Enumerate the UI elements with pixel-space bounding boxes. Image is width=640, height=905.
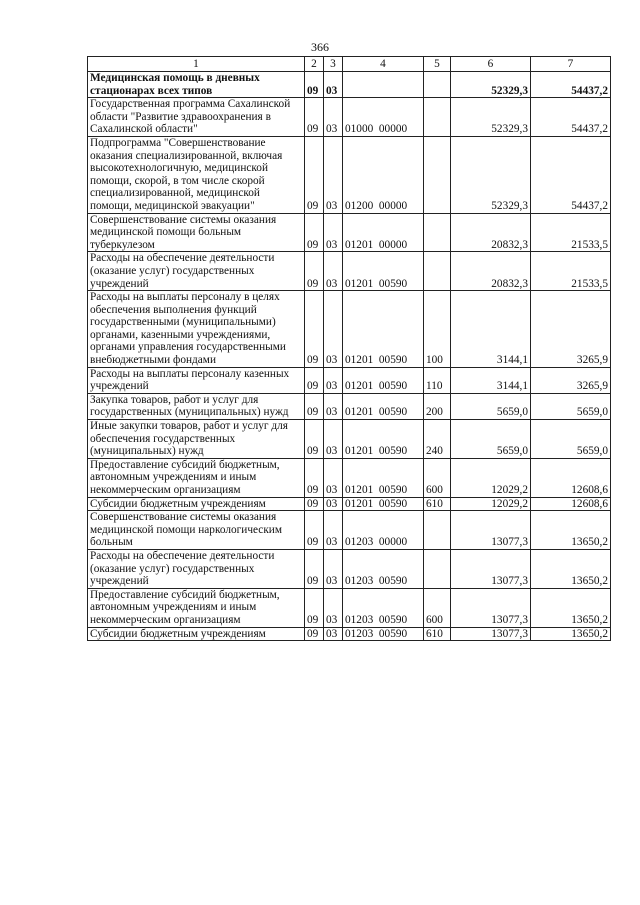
row-name: Подпрограмма "Совершенствование оказания специализированной, включая высокотехнологичную, медицинской помощи, скорой, в том числе скорой специализированной, медицинской помощи, медицинской эвакуации" [88, 136, 305, 213]
row-expense-type [424, 511, 451, 550]
row-expense-type: 200 [424, 393, 451, 419]
table-row [88, 511, 611, 550]
row-value-col7: 13650,2 [531, 588, 611, 627]
row-value-col7: 13650,2 [531, 549, 611, 588]
row-section: 09 [305, 549, 324, 588]
row-value-col7: 12608,6 [531, 497, 611, 511]
row-subsection: 03 [324, 291, 343, 368]
row-expense-type: 100 [424, 291, 451, 368]
row-expense-type [424, 72, 451, 98]
row-expense-type [424, 549, 451, 588]
header-col-2: 2 [305, 57, 324, 72]
row-expense-type [424, 213, 451, 252]
row-target-code: 01000 00000 [343, 98, 424, 137]
row-section: 09 [305, 511, 324, 550]
row-subsection: 03 [324, 627, 343, 641]
row-subsection: 03 [324, 213, 343, 252]
row-value-col6: 13077,3 [451, 549, 531, 588]
table-row [88, 98, 611, 137]
row-target-code [343, 72, 424, 98]
row-name: Расходы на выплаты персоналу казенных учреждений [88, 367, 305, 393]
row-value-col7: 3265,9 [531, 367, 611, 393]
row-subsection: 03 [324, 588, 343, 627]
row-name: Субсидии бюджетным учреждениям [88, 627, 305, 641]
table-row [88, 497, 611, 511]
page-number: 366 [311, 40, 329, 54]
row-value-col6: 3144,1 [451, 291, 531, 368]
row-name: Иные закупки товаров, работ и услуг для обеспечения государственных (муниципальных) нужд [88, 420, 305, 459]
budget-table [87, 56, 611, 641]
row-section: 09 [305, 291, 324, 368]
row-name: Расходы на обеспечение деятельности (оказание услуг) государственных учреждений [88, 252, 305, 291]
row-value-col7: 5659,0 [531, 420, 611, 459]
row-target-code: 01203 00590 [343, 627, 424, 641]
row-expense-type: 110 [424, 367, 451, 393]
table-row [88, 588, 611, 627]
row-value-col7: 21533,5 [531, 213, 611, 252]
row-value-col6: 20832,3 [451, 252, 531, 291]
row-section: 09 [305, 627, 324, 641]
row-target-code: 01203 00590 [343, 588, 424, 627]
row-section: 09 [305, 213, 324, 252]
row-target-code: 01203 00590 [343, 549, 424, 588]
row-expense-type [424, 252, 451, 291]
row-name: Расходы на выплаты персоналу в целях обеспечения выполнения функций государственными (муниципальными) органами, казенными учреждениями, органами управления государственными внебюджетными фондами [88, 291, 305, 368]
row-expense-type [424, 98, 451, 137]
header-col-4: 4 [343, 57, 424, 72]
row-section: 09 [305, 367, 324, 393]
row-target-code: 01201 00590 [343, 497, 424, 511]
header-col-3: 3 [324, 57, 343, 72]
table-row [88, 367, 611, 393]
row-section: 09 [305, 393, 324, 419]
row-name: Предоставление субсидий бюджетным, автономным учреждениям и иным некоммерческим организациям [88, 588, 305, 627]
row-name: Расходы на обеспечение деятельности (оказание услуг) государственных учреждений [88, 549, 305, 588]
table-body [88, 72, 611, 641]
table-row [88, 420, 611, 459]
row-expense-type: 610 [424, 497, 451, 511]
row-subsection: 03 [324, 98, 343, 137]
row-section: 09 [305, 458, 324, 497]
row-target-code: 01201 00000 [343, 213, 424, 252]
table-row [88, 627, 611, 641]
row-expense-type [424, 136, 451, 213]
table-row [88, 136, 611, 213]
row-section: 09 [305, 497, 324, 511]
row-target-code: 01201 00590 [343, 393, 424, 419]
table-row [88, 458, 611, 497]
table-row [88, 291, 611, 368]
row-section: 09 [305, 252, 324, 291]
row-value-col7: 21533,5 [531, 252, 611, 291]
row-name: Медицинская помощь в дневных стационарах всех типов [88, 72, 305, 98]
row-value-col7: 54437,2 [531, 72, 611, 98]
row-value-col7: 12608,6 [531, 458, 611, 497]
row-value-col6: 5659,0 [451, 393, 531, 419]
header-col-6: 6 [451, 57, 531, 72]
row-name: Совершенствование системы оказания медицинской помощи наркологическим больным [88, 511, 305, 550]
row-subsection: 03 [324, 458, 343, 497]
row-value-col7: 3265,9 [531, 291, 611, 368]
row-expense-type: 240 [424, 420, 451, 459]
table-row [88, 72, 611, 98]
row-value-col7: 54437,2 [531, 136, 611, 213]
row-subsection: 03 [324, 72, 343, 98]
row-value-col7: 13650,2 [531, 627, 611, 641]
row-value-col7: 54437,2 [531, 98, 611, 137]
row-value-col6: 3144,1 [451, 367, 531, 393]
row-value-col6: 52329,3 [451, 136, 531, 213]
row-target-code: 01201 00590 [343, 252, 424, 291]
row-name: Закупка товаров, работ и услуг для государственных (муниципальных) нужд [88, 393, 305, 419]
row-target-code: 01200 00000 [343, 136, 424, 213]
row-subsection: 03 [324, 367, 343, 393]
row-subsection: 03 [324, 393, 343, 419]
header-col-5: 5 [424, 57, 451, 72]
row-value-col6: 13077,3 [451, 588, 531, 627]
row-section: 09 [305, 98, 324, 137]
table-row [88, 393, 611, 419]
row-name: Совершенствование системы оказания медицинской помощи больным туберкулезом [88, 213, 305, 252]
row-target-code: 01201 00590 [343, 458, 424, 497]
table-row [88, 213, 611, 252]
header-col-7: 7 [531, 57, 611, 72]
row-expense-type: 600 [424, 588, 451, 627]
row-value-col6: 52329,3 [451, 98, 531, 137]
row-value-col7: 13650,2 [531, 511, 611, 550]
row-value-col6: 13077,3 [451, 511, 531, 550]
row-expense-type: 600 [424, 458, 451, 497]
row-value-col6: 12029,2 [451, 497, 531, 511]
row-subsection: 03 [324, 511, 343, 550]
row-value-col6: 5659,0 [451, 420, 531, 459]
row-section: 09 [305, 136, 324, 213]
row-subsection: 03 [324, 136, 343, 213]
row-target-code: 01201 00590 [343, 367, 424, 393]
row-subsection: 03 [324, 549, 343, 588]
header-row [88, 57, 611, 72]
table-row [88, 549, 611, 588]
header-col-1: 1 [88, 57, 305, 72]
row-subsection: 03 [324, 420, 343, 459]
row-value-col6: 13077,3 [451, 627, 531, 641]
row-subsection: 03 [324, 252, 343, 291]
row-section: 09 [305, 588, 324, 627]
row-target-code: 01201 00590 [343, 420, 424, 459]
row-name: Субсидии бюджетным учреждениям [88, 497, 305, 511]
row-value-col6: 52329,3 [451, 72, 531, 98]
row-value-col6: 20832,3 [451, 213, 531, 252]
row-section: 09 [305, 72, 324, 98]
row-expense-type: 610 [424, 627, 451, 641]
table-row [88, 252, 611, 291]
row-name: Государственная программа Сахалинской области "Развитие здравоохранения в Сахалинской области" [88, 98, 305, 137]
row-value-col7: 5659,0 [531, 393, 611, 419]
row-subsection: 03 [324, 497, 343, 511]
row-target-code: 01203 00000 [343, 511, 424, 550]
row-value-col6: 12029,2 [451, 458, 531, 497]
row-name: Предоставление субсидий бюджетным, автономным учреждениям и иным некоммерческим организациям [88, 458, 305, 497]
row-section: 09 [305, 420, 324, 459]
row-target-code: 01201 00590 [343, 291, 424, 368]
